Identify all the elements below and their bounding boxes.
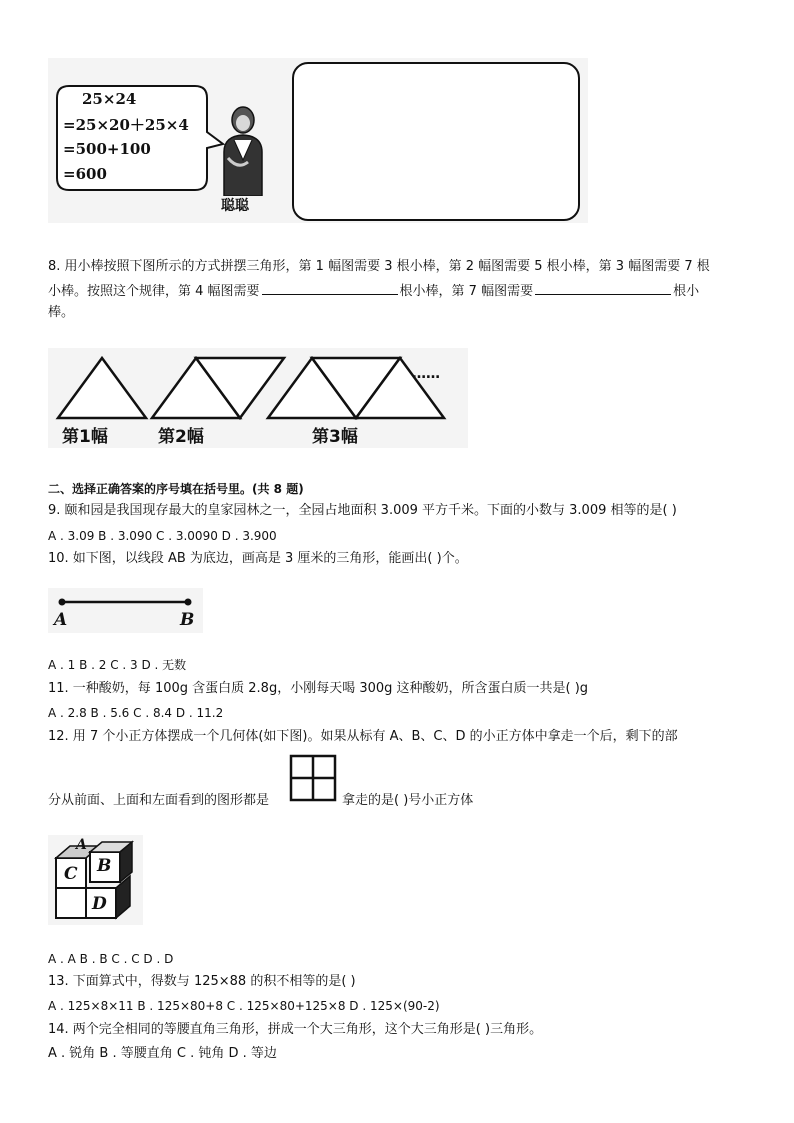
section-2-heading: 二、选择正确答案的序号填在括号里。(共 8 题) — [48, 482, 304, 496]
label-fig1: 第1幅 — [62, 427, 108, 447]
q8-line-1: 8. 用小棒按照下图所示的方式拼摆三角形，第 1 幅图需要 3 根小棒，第 2 幅图需要 5 根小棒，第 3 幅图需要 7 根 — [48, 259, 710, 274]
calc-line-4: =600 — [63, 165, 107, 183]
q10-stem: 10. 如下图，以线段 AB 为底边，画高是 3 厘米的三角形，能画出( )个。 — [48, 551, 468, 566]
q12-stem-part-a: 分从前面、上面和左面看到的图形都是 — [48, 793, 270, 808]
answer-box — [292, 62, 580, 221]
q8-line-3: 棒。 — [48, 305, 75, 320]
student-figure — [218, 100, 268, 196]
segment-ab — [48, 596, 198, 608]
cube-label-c: C — [64, 864, 78, 884]
q9-stem: 9. 颐和园是我国现存最大的皇家园林之一，全园占地面积 3.009 平方千米。下面的小数与 3.009 相等的是( ) — [48, 503, 677, 518]
triangles-drawing — [48, 348, 468, 448]
q9-options: A . 3.09 B . 3.090 C . 3.0090 D . 3.900 — [48, 529, 277, 543]
q10-options: A . 1 B . 2 C . 3 D . 无数 — [48, 658, 187, 672]
q11-options: A . 2.8 B . 5.6 C . 8.4 D . 11.2 — [48, 706, 224, 720]
q12-options: A . A B . B C . C D . D — [48, 952, 174, 966]
q8-line-2 — [48, 282, 699, 301]
q12-stem-line-1: 12. 用 7 个小正方体摆成一个几何体(如下图)。如果从标有 A、B、C、D 的小正方体中拿走一个后，剩下的部 — [48, 729, 678, 744]
q8-line-2-part-c: 根小 — [673, 284, 700, 299]
calc-line-2: =25×20＋25×4 — [63, 116, 189, 134]
point-b-label: B — [180, 610, 195, 630]
label-fig3: 第3幅 — [312, 427, 358, 447]
cube-label-d: D — [92, 894, 107, 914]
q8-line-2-part-b: 根小棒，第 7 幅图需要 — [399, 284, 534, 299]
q13-options: A . 125×8×11 B . 125×80+8 C . 125×80+125×8 D . 125×(90-2) — [48, 999, 440, 1013]
q13-stem: 13. 下面算式中，得数与 125×88 的积不相等的是( ) — [48, 974, 356, 989]
q8-blank-4[interactable] — [262, 282, 398, 295]
character-name: 聪聪 — [221, 198, 249, 214]
q8-blank-7[interactable] — [535, 282, 671, 295]
view-shape-icon — [289, 754, 337, 802]
q12-stem-part-b: 拿走的是( )号小正方体 — [342, 793, 474, 808]
q11-stem: 11. 一种酸奶，每 100g 含蛋白质 2.8g，小刚每天喝 300g 这种酸奶，所含蛋白质一共是( )g — [48, 681, 589, 696]
ellipsis: …… — [412, 366, 440, 382]
point-a-label: A — [54, 610, 68, 630]
cube-label-b: B — [97, 856, 112, 876]
cube-label-a: A — [76, 837, 87, 853]
q8-line-2-part-a: 小棒。按照这个规律，第 4 幅图需要 — [48, 284, 260, 299]
q14-stem: 14. 两个完全相同的等腰直角三角形，拼成一个大三角形，这个大三角形是( )三角形。 — [48, 1022, 543, 1037]
triangle-fig1 — [58, 358, 146, 418]
label-fig2: 第2幅 — [158, 427, 204, 447]
calc-line-1: 25×24 — [82, 90, 137, 108]
q14-options: A . 锐角 B . 等腰直角 C . 钝角 D . 等边 — [48, 1046, 277, 1061]
calc-line-3: =500+100 — [63, 140, 151, 158]
